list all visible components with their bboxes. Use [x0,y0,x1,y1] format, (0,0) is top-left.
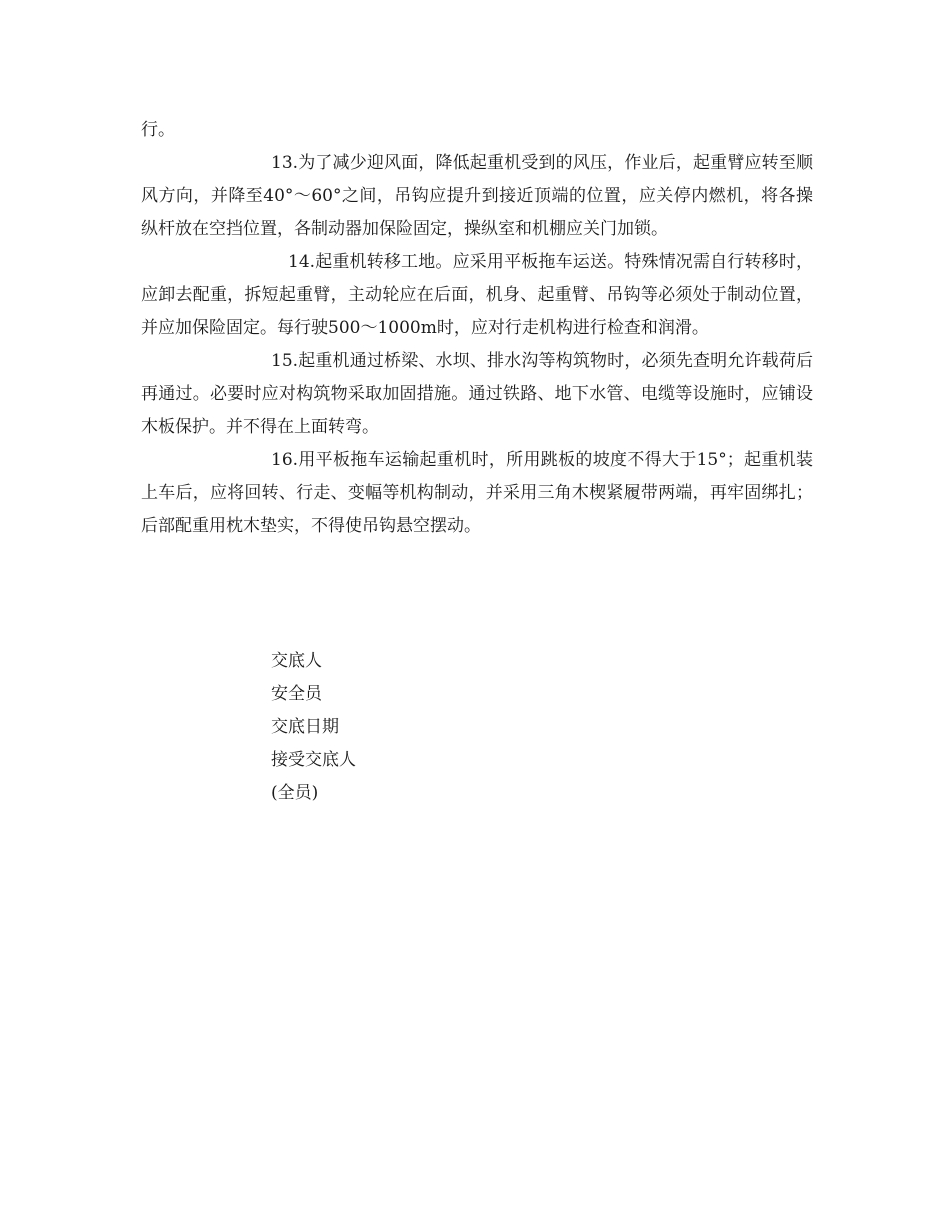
paragraph-12-tail: 行。 [141,120,175,140]
paragraph-13: 13.为了减少迎风面，降低起重机受到的风压，作业后，起重臂应转至顺风方向，并降至40°～60°之间，吊钩应提升到接近顶端的位置，应关停内燃机，将各操纵杆放在空挡位置，各制动器加保险固定，操纵室和机棚应关门加锁。 [141,153,813,239]
recipient-label: 接受交底人 [271,750,356,770]
briefer-label: 交底人 [271,651,322,671]
briefing-date-label: 交底日期 [271,717,339,737]
recipient-note: (全员) [271,783,319,803]
safety-officer-label: 安全员 [271,684,322,704]
paragraph-15: 15.起重机通过桥梁、水坝、排水沟等构筑物时，必须先查明允许载荷后再通过。必要时应对构筑物采取加固措施。通过铁路、地下水管、电缆等设施时，应铺设木板保护。并不得在上面转弯。 [141,351,813,437]
paragraph-14: 14.起重机转移工地。应采用平板拖车运送。特殊情况需自行转移时，应卸去配重，拆短起重臂，主动轮应在后面，机身、起重臂、吊钩等必须处于制动位置，并应加保险固定。每行驶500～1000m时，应对行走机构进行检查和润滑。 [141,252,813,338]
signature-block [271,645,571,810]
document-body [141,114,813,543]
paragraph-16: 16.用平板拖车运输起重机时，所用跳板的坡度不得大于15°；起重机装上车后，应将回转、行走、变幅等机构制动，并采用三角木楔紧履带两端，再牢固绑扎；后部配重用枕木垫实，不得使吊钩悬空摆动。 [141,450,813,536]
